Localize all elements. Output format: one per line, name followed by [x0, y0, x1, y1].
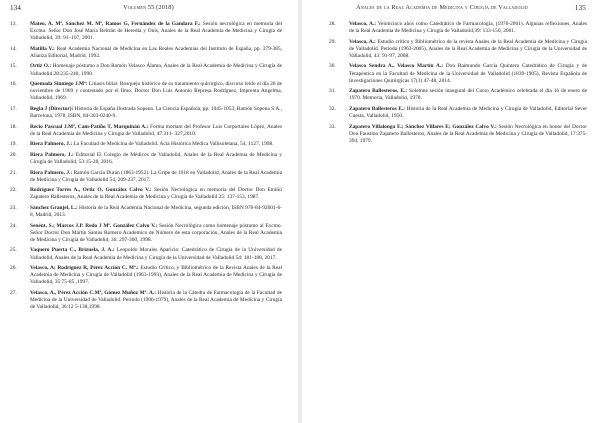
- reference-number: 27.: [10, 289, 17, 296]
- reference-item: [10, 290, 282, 311]
- reference-body: Real Academia Nacional de Medicina en Las Reales Academias del Instituto de España, pp. 379-385, Alianza Editorial, Madrid, 1992.: [30, 45, 283, 59]
- reference-number: 29.: [329, 38, 336, 45]
- reference-body: Sesión Necrológica en honor del Doctor Don Faustino Zapatero Ballesteros, Anales de la Real Academia de Medicina y Cirugía de Valladolid, 17:375-394, 1979.: [349, 123, 587, 144]
- left-page: [0, 0, 297, 423]
- left-page-number: 134: [10, 4, 22, 12]
- reference-body: Historia de la Cátedra de Farmacología de la Facultad de Medicina de la Universidad de Valladolid. Periodo (1906-1979), Anales de la Real Academia de Medicina y Cirugía de Valladolid, 36:12 5-138,1998.: [30, 289, 283, 311]
- reference-item: [329, 88, 587, 102]
- reference-authors: Senént, S.; Marcos J.P. Redo J Mª. González Calvo V.:: [30, 222, 158, 229]
- reference-text: [30, 290, 282, 311]
- reference-text: [349, 21, 587, 35]
- reference-item: [10, 21, 282, 42]
- reference-item: [10, 205, 282, 219]
- reference-authors: Velasco Sendra A., Velasco Martín A.:: [349, 63, 444, 70]
- reference-item: [10, 152, 282, 166]
- reference-text: [30, 46, 282, 60]
- reference-item: [329, 106, 587, 120]
- reference-text: [30, 106, 282, 120]
- reference-number: 31.: [329, 88, 336, 95]
- reference-authors: Velasco, A.:: [349, 21, 377, 27]
- reference-number: 26.: [10, 265, 17, 272]
- reference-number: 23.: [10, 204, 17, 211]
- book-gutter: [298, 0, 302, 423]
- reference-body: Historia de España Ilustrada Sopena. La Ciencia Española, pp. 1045-1053, Ramón Sopena S.A., Barcelona, 1978, ISBN, 84-303-0240-9.: [30, 105, 283, 120]
- reference-text: [30, 170, 282, 184]
- reference-authors: Zapatero Ballesteros, E.:: [349, 88, 408, 95]
- reference-number: 33.: [329, 123, 336, 130]
- reference-authors: Ortiz O.:: [30, 63, 52, 70]
- reference-text: [30, 187, 282, 201]
- reference-authors: Riera Palmero, J.:: [30, 141, 73, 148]
- reference-body: La Facultad de Medicina de Valladolid. Acta Histórica Médica Vallisoletana, 54, 1127, 1998.: [72, 141, 274, 148]
- reference-text: [30, 63, 282, 77]
- reference-body: Solemne sesión inaugural del Curso Académico celebrada el día 16 de enero de 1970. Memoria, Valladolid, 1970.: [349, 88, 587, 102]
- reference-text: [30, 81, 282, 102]
- reference-authors: Sánchez Granjel, L.:: [30, 204, 78, 211]
- reference-item: [10, 106, 282, 120]
- reference-item: [10, 223, 282, 244]
- reference-number: 20.: [10, 151, 17, 158]
- reference-item: [10, 124, 282, 138]
- reference-item: [329, 124, 587, 145]
- reference-authors: Zapatero Ballesteros E.:: [349, 105, 406, 112]
- reference-body: Forma mortam del Profesor Luis Corportales López, Anales de la Real Academia de Medicina y Cirugía de Valladolid, 47:311- 327,2010.: [30, 123, 282, 137]
- reference-item: [329, 21, 587, 35]
- reference-authors: Rodríguez Torres A., Ortiz O, González Calvo V.:: [30, 187, 152, 194]
- reference-number: 17.: [10, 105, 17, 112]
- reference-item: [10, 81, 282, 102]
- reference-body: Don Raimundo García Quintero Catedrático de Cirugía y de Terapéutica en la Facultad de Medicina de la Universidad de Valladolid (1839-1905), Revista Española de Investigaciones Quirúrgicas 17(1) 47-48, 2014.: [349, 63, 587, 84]
- reference-authors: Velasco, A; Rodríguez R, Pérez Acción C. Mª.:: [30, 265, 139, 272]
- reference-text: [349, 106, 587, 120]
- reference-authors: Mateo, A. Mª, Sánchez M. Mª, Ramos G, Fernández de la Gandara F.:: [30, 21, 201, 27]
- reference-authors: Velasco, A.:: [349, 38, 376, 45]
- reference-body: Litiasis biliar. Bosquejo histórico de su tratamiento quirúrgico, discurso leído el día 28 de noviembre de 1969 y contestado por el Ilmo. Doctor Don Luis Antonio Represa Rodríguez, Imprenta Angelma, Valladolid, 1969.: [30, 81, 282, 102]
- reference-number: 16.: [10, 81, 17, 88]
- right-page: [303, 0, 600, 423]
- reference-body: Historia de la Real Academia Nacional de Medicina, segunda edición, ISBN 978-84-92601-6-8, Madrid, 2013.: [30, 204, 282, 219]
- reference-authors: Vaquero Puerta C., Brizuela, J. A.:: [30, 247, 115, 254]
- reference-number: 21.: [10, 169, 17, 176]
- reference-text: [30, 205, 282, 219]
- reference-text: [349, 39, 587, 60]
- reference-authors: Velasco, A., Pérez Acción C.Mª, Gómez Muñoz Mª. A.:: [30, 289, 156, 296]
- reference-text: [349, 63, 587, 84]
- reference-text: [30, 265, 282, 286]
- reference-number: 25.: [10, 247, 17, 254]
- reference-number: 22.: [10, 187, 17, 194]
- reference-body: Leopoldo Morales Aparicio: Catedrático de Cirugía de la Universidad de Valladolid, Anales de la Real Academia de Medicina y Cirugía de la Universidad de Valladolid 54: 181-188, 2017.: [30, 247, 282, 261]
- left-running-header: Volumen 55 (2018): [123, 4, 174, 11]
- reference-item: [10, 247, 282, 261]
- reference-body: Sesión Necrológica como homenaje póstumo al Excmo. Señor Doctor Don Martín Santos Romero Academico de Número de esta corporación, Anales de la Real Academia de Medicina y Cirugía de Valladolid, 36: 297-300, 1998.: [30, 222, 282, 243]
- reference-item: [329, 39, 587, 60]
- reference-authors: Recio Pascual J.Mª, Cam-Patiño T, Marquinán A.:: [30, 123, 149, 130]
- reference-authors: Regla J (Director):: [30, 105, 74, 112]
- reference-authors: Matilla V.:: [30, 45, 55, 52]
- reference-number: 30.: [329, 63, 336, 70]
- reference-body: Sesión Necrológica en memoria del Doctor Don Emilio Zapatero Ballesteros, Anales de la Real Academia de Medicina y Cirugía de Valladolid 25: 137-153, 1987.: [30, 187, 283, 201]
- reference-item: [10, 265, 282, 286]
- reference-item: [10, 141, 282, 148]
- reference-body: Estudio crítico y Bibliométrico de la revista Anales de la Real Academia de Medicina y Cirugía de Valladolid. Periodo (1963-2005), Anales de la Real Academia de Medicina y Cirugía de la Universidad de Valladolid, 43: 91-97, 2008.: [349, 38, 587, 59]
- reference-number: 32.: [329, 105, 336, 112]
- reference-item: [10, 46, 282, 60]
- reference-body: Sesión necrológica en memoria del Excmo. Señor Don José María Beltrán de Heredia y Onis, Anales de la Real Academia de Medicina y Cirugía de Valladolid, 39: 91–107, 2001.: [30, 21, 282, 42]
- reference-body: Ramón García Durán (1863-1952). La Gripe de 1918 en Valladolid, Anales de la Real Academia de Medicina y Cirugía de Valladolid 54, 209-237, 2017.: [30, 169, 282, 183]
- reference-text: [349, 88, 587, 102]
- reference-number: 19.: [10, 141, 17, 148]
- reference-item: [10, 187, 282, 201]
- reference-authors: Riera Palmero, J.:: [30, 151, 74, 158]
- reference-text: [30, 223, 282, 244]
- reference-text: [30, 141, 282, 148]
- reference-number: 14.: [10, 45, 17, 52]
- reference-body: Homenaje póstumo a Don Ramón Velasco Álamo, Anales de la Real Academia de Medicina y Cirugía de Valladolid 28:235-240, 1990.: [30, 63, 282, 77]
- reference-authors: Quemada Sinniego J.Mª:: [30, 81, 88, 88]
- reference-text: [30, 152, 282, 166]
- reference-authors: Zapatero Villalonga E.; Sánchez Villares E; González Calvo V.:: [349, 123, 497, 130]
- right-page-number: 135: [574, 4, 586, 12]
- reference-number: 24.: [10, 222, 17, 229]
- reference-body: Estudio Crítico, y Bibliométrico de la Revista Anales de la Real Academia de Medicina y Cirugía de Valladolid (1963-1993), Anales de la Real Academia de Medicina y Cirugía de Valladolid, 35:75-85 ,1997.: [30, 265, 282, 286]
- reference-number: 13.: [10, 21, 17, 27]
- reference-item: [10, 170, 282, 184]
- right-reference-list: [329, 21, 587, 148]
- left-reference-list: [10, 21, 282, 315]
- reference-text: [30, 21, 282, 42]
- reference-text: [30, 124, 282, 138]
- reference-number: 18.: [10, 123, 17, 130]
- reference-body: Veinticinco años como Catedrático de Farmacología, (1976-2001). Algunas reflexiones, Anales de la Real Academia de Medicina y Cirugía de Valladolid,39: 133-150, 2001.: [349, 21, 587, 35]
- reference-text: [30, 247, 282, 261]
- reference-text: [349, 124, 587, 145]
- right-running-header: Anales de la Real Academia de Medicina y Cirugía de Valladolid: [356, 4, 528, 11]
- reference-number: 15.: [10, 63, 17, 70]
- reference-body: Editorial El Colegio de Médicos de Valladolid, Anales de la Real Academia de Medicina y Cirugía de Valladolid, 53:15-28, 2016.: [30, 151, 282, 165]
- reference-number: 28.: [329, 21, 336, 27]
- reference-item: [10, 63, 282, 77]
- reference-authors: Riera Palmero, J.:: [30, 169, 73, 176]
- reference-body: Historia de la Real Academia de Medicina y Cirugía de Valladolid, Editorial Sever Cuesta, Valladolid, 1950.: [349, 105, 588, 120]
- reference-item: [329, 63, 587, 84]
